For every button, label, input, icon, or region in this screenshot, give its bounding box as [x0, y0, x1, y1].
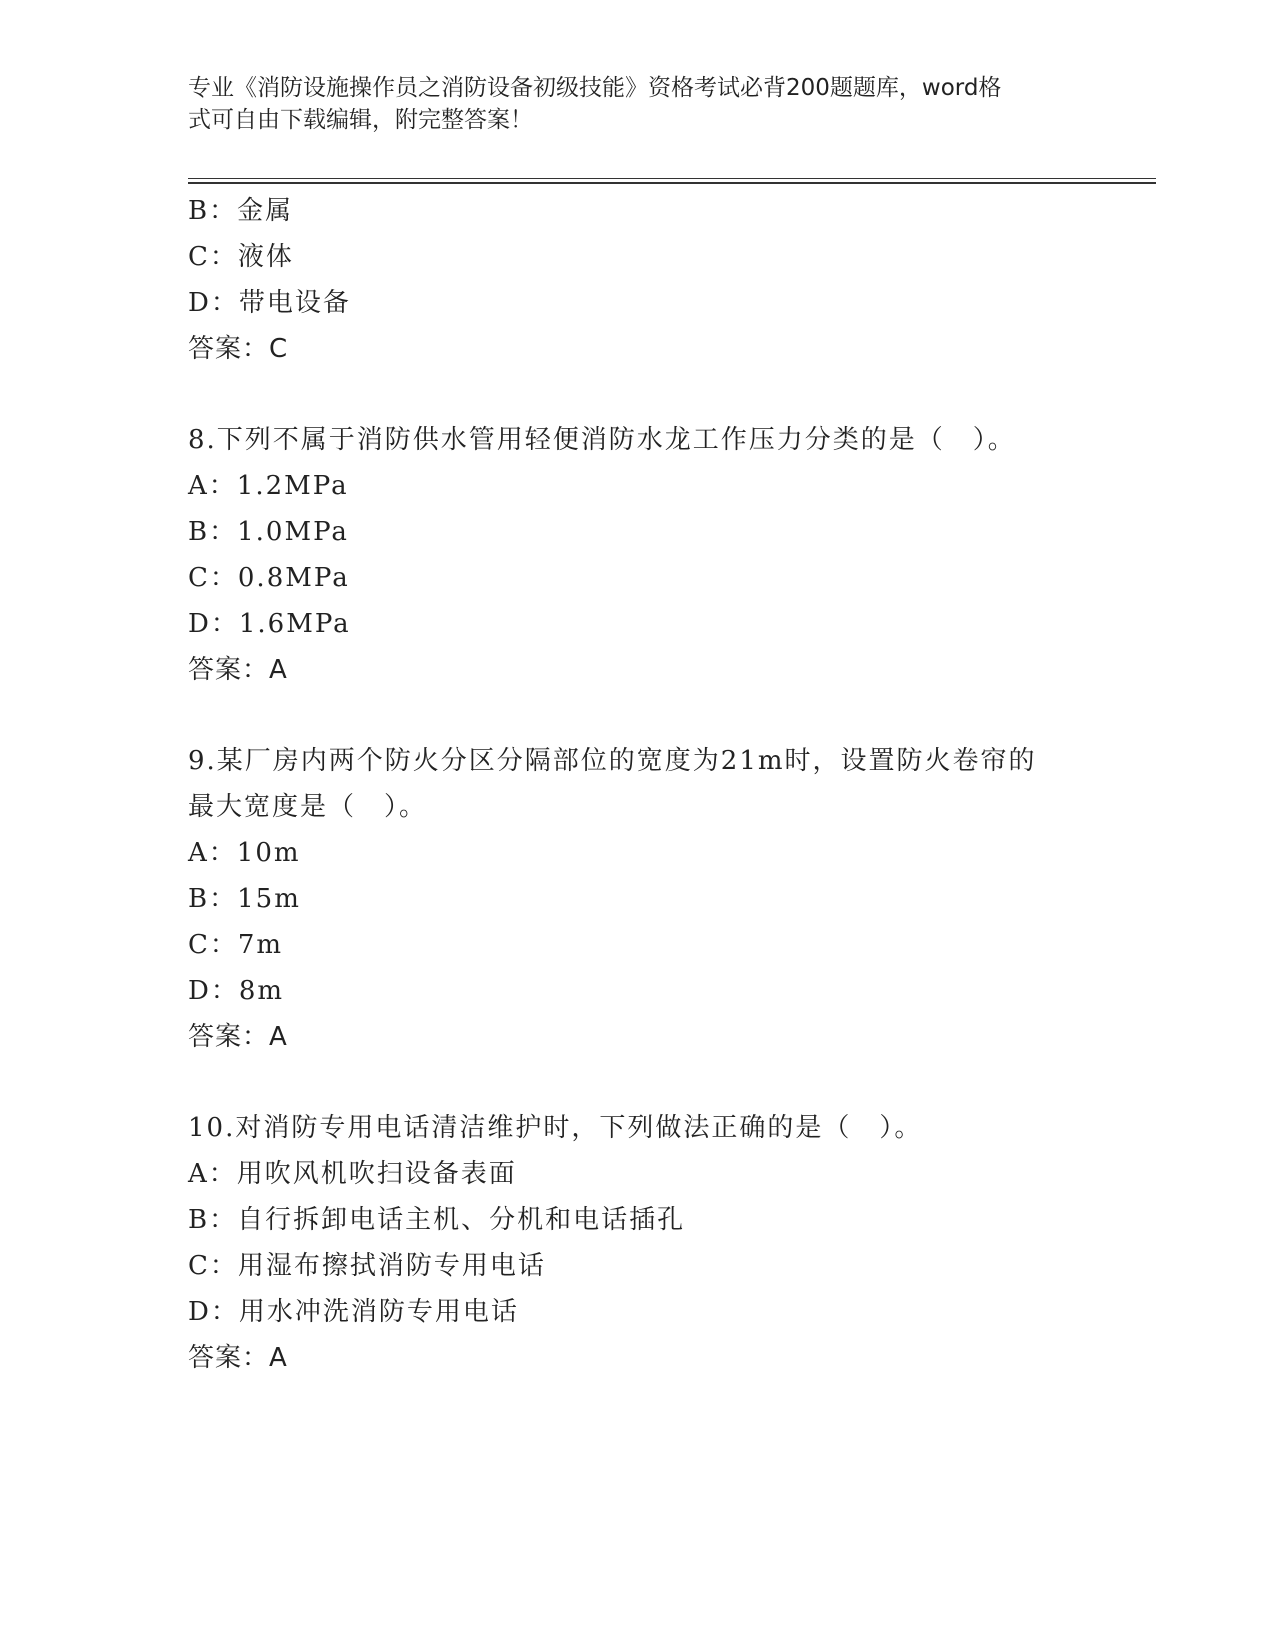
question-7-partial: [188, 188, 1088, 372]
option-c: C：7m: [188, 930, 284, 960]
header-line-2: 式可自由下载编辑，附完整答案！: [188, 107, 533, 133]
question-text: 8.下列不属于消防供水管用轻便消防水龙工作压力分类的是（ ）。: [188, 425, 1016, 455]
question-9: [188, 738, 1088, 1060]
option-c: C：液体: [188, 242, 294, 272]
header-line-1: 专业《消防设施操作员之消防设备初级技能》资格考试必背200题题库，word格: [188, 75, 1002, 101]
option-b: B：1.0MPa: [188, 517, 349, 547]
option-a: A：10m: [188, 838, 301, 868]
document-header: [188, 72, 1068, 136]
option-d: D：8m: [188, 976, 285, 1006]
answer: 答案：A: [188, 1022, 288, 1052]
option-d: D：1.6MPa: [188, 609, 351, 639]
option-c: C：0.8MPa: [188, 563, 350, 593]
question-text-line-1: 9.某厂房内两个防火分区分隔部位的宽度为21m时，设置防火卷帘的: [188, 746, 1037, 776]
option-d: D：用水冲洗消防专用电话: [188, 1297, 519, 1327]
option-c: C：用湿布擦拭消防专用电话: [188, 1251, 546, 1281]
option-a: A：1.2MPa: [188, 471, 349, 501]
option-b: B：15m: [188, 884, 301, 914]
option-b: B：金属: [188, 196, 294, 226]
option-b: B：自行拆卸电话主机、分机和电话插孔: [188, 1205, 686, 1235]
spacer: [188, 372, 1088, 417]
spacer: [188, 693, 1088, 738]
question-list: [188, 188, 1088, 1381]
question-text: 10.对消防专用电话清洁维护时，下列做法正确的是（ ）。: [188, 1113, 923, 1143]
answer: 答案：A: [188, 1343, 288, 1373]
spacer: [188, 1060, 1088, 1105]
answer: 答案：C: [188, 334, 289, 364]
question-10: [188, 1105, 1088, 1381]
answer: 答案：A: [188, 655, 288, 685]
option-a: A：用吹风机吹扫设备表面: [188, 1159, 517, 1189]
header-rule-thin: [188, 178, 1156, 179]
question-text-line-2: 最大宽度是（ ）。: [188, 792, 428, 822]
question-8: [188, 417, 1088, 693]
option-d: D：带电设备: [188, 288, 351, 318]
header-rule-thick: [188, 182, 1156, 184]
